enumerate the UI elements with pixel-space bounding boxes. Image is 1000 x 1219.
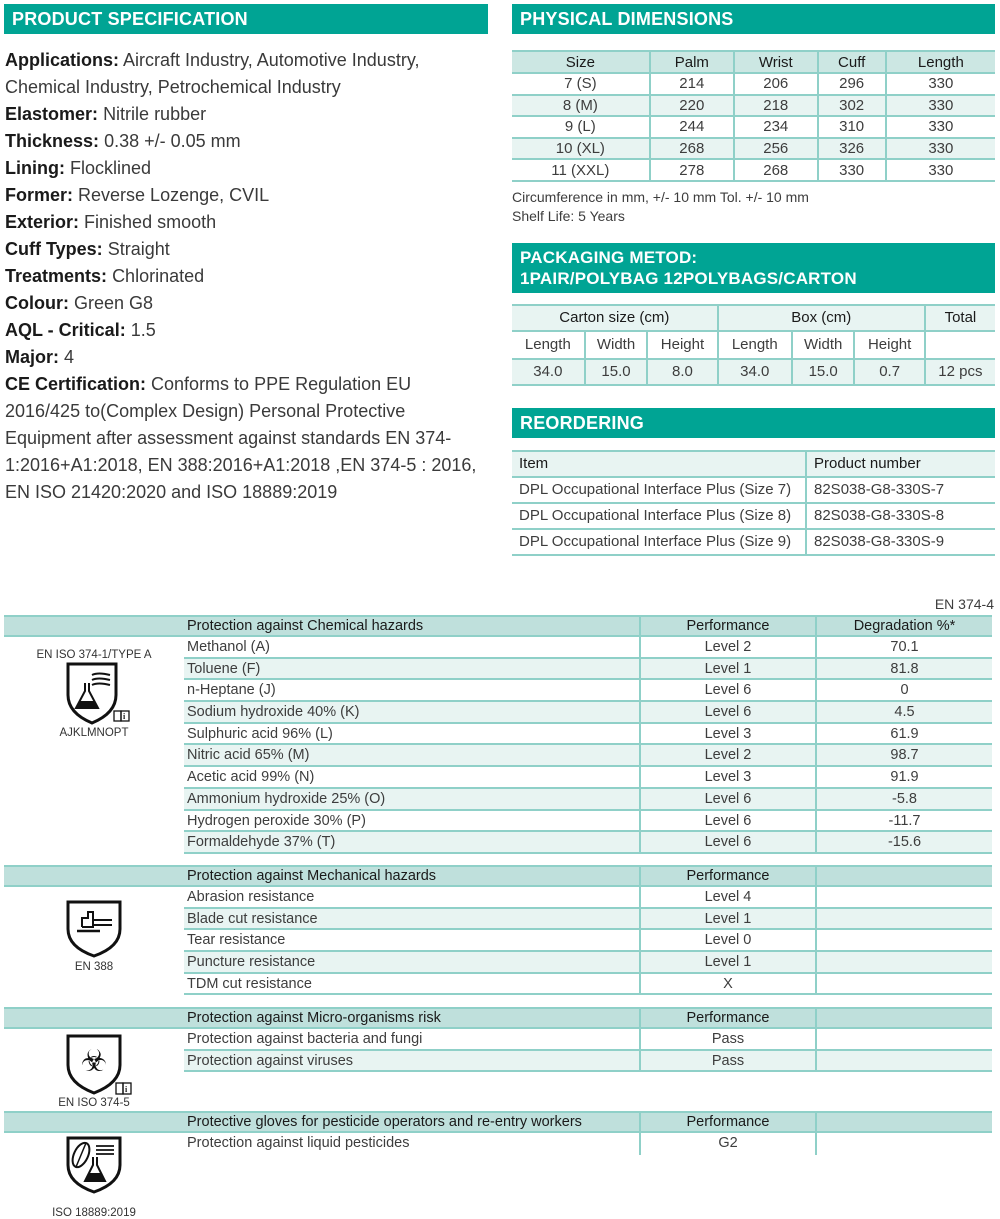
table-cell: 330 bbox=[886, 95, 995, 117]
spec-item: AQL - Critical: 1.5 bbox=[5, 320, 156, 340]
column-group-header: Box (cm) bbox=[718, 305, 925, 331]
table-header-row bbox=[4, 1007, 992, 1029]
spec-item: Colour: Green G8 bbox=[5, 293, 154, 313]
chemical-hazards-table bbox=[4, 615, 992, 854]
column-header: Width bbox=[585, 331, 648, 359]
spec-item: Applications: Aircraft Industry, Automotive Industry, Chemical Industry, Petrochemical Industry bbox=[5, 50, 420, 97]
mechanical-protection-shield-icon bbox=[62, 899, 126, 959]
spec-item: CE Certification: Conforms to PPE Regulation EU 2016/425 to(Complex Design) Personal Protective Equipment after assessment against standards EN 374-1:2016+A1:2018, EN 388:2016+A1:2018 ,EN 374-5 : 2016, EN ISO 21420:2020 and ISO 18889:2019 bbox=[5, 374, 477, 502]
table-row: Sodium hydroxide 40% (K) Level 6 4.5 bbox=[184, 702, 992, 724]
table-cell: 34.0 bbox=[512, 359, 585, 385]
dimension-notes bbox=[512, 188, 995, 226]
table-row bbox=[512, 138, 995, 160]
mechanical-certification bbox=[4, 887, 184, 995]
table-cell: 12 pcs bbox=[925, 359, 995, 385]
standard-label: EN 374-4 bbox=[934, 596, 994, 612]
table-cell: 278 bbox=[650, 159, 734, 181]
certification-label: EN 388 bbox=[74, 961, 114, 973]
table-cell: 310 bbox=[818, 116, 886, 138]
table-cell: 326 bbox=[818, 138, 886, 160]
table-cell: 9 (L) bbox=[512, 116, 650, 138]
table-cell: 244 bbox=[650, 116, 734, 138]
column-header: Length bbox=[718, 331, 792, 359]
chemical-certification bbox=[4, 637, 184, 854]
table-header-row bbox=[512, 305, 995, 331]
column-header: Performance bbox=[639, 1113, 815, 1131]
table-cell: 11 (XXL) bbox=[512, 159, 650, 181]
table-row bbox=[512, 529, 995, 555]
table-cell: 0.7 bbox=[854, 359, 924, 385]
table-row: Blade cut resistance Level 1 bbox=[184, 909, 992, 931]
table-row bbox=[512, 116, 995, 138]
shelf-life-note: Shelf Life: 5 Years bbox=[512, 207, 625, 224]
table-cell: 206 bbox=[734, 73, 818, 95]
table-cell: 330 bbox=[886, 116, 995, 138]
table-row: Puncture resistance Level 1 bbox=[184, 952, 992, 974]
table-cell: 330 bbox=[886, 73, 995, 95]
column-header: Performance bbox=[639, 867, 815, 885]
table-row: Sulphuric acid 96% (L) Level 3 61.9 bbox=[184, 724, 992, 746]
table-row bbox=[512, 159, 995, 181]
table-header-row bbox=[512, 451, 995, 477]
table-row: n-Heptane (J) Level 6 0 bbox=[184, 680, 992, 702]
table-row: Hydrogen peroxide 30% (P) Level 6 -11.7 bbox=[184, 811, 992, 833]
table-cell: 296 bbox=[818, 73, 886, 95]
column-header: Protection against Mechanical hazards bbox=[187, 868, 437, 884]
column-header bbox=[925, 331, 995, 359]
table-cell: 330 bbox=[886, 159, 995, 181]
table-cell: 15.0 bbox=[792, 359, 855, 385]
pesticide-certification bbox=[4, 1133, 184, 1219]
table-cell: 302 bbox=[818, 95, 886, 117]
table-row: Abrasion resistance Level 4 bbox=[184, 887, 992, 909]
table-cell: 34.0 bbox=[718, 359, 792, 385]
table-row: Formaldehyde 37% (T) Level 6 -15.6 bbox=[184, 832, 992, 854]
column-header: Height bbox=[647, 331, 717, 359]
column-header: Protective gloves for pesticide operators and re-entry workers bbox=[187, 1114, 582, 1130]
dimensions-table bbox=[512, 50, 995, 182]
spec-list bbox=[4, 47, 488, 506]
product-specification-title: PRODUCT SPECIFICATION bbox=[4, 4, 488, 34]
table-cell: 268 bbox=[650, 138, 734, 160]
table-cell: 220 bbox=[650, 95, 734, 117]
table-row bbox=[512, 477, 995, 503]
column-header: Performance bbox=[639, 617, 815, 635]
table-cell: 268 bbox=[734, 159, 818, 181]
svg-text:☣: ☣ bbox=[80, 1044, 108, 1079]
table-cell: DPL Occupational Interface Plus (Size 9) bbox=[512, 529, 806, 555]
pesticide-protection-table bbox=[4, 1111, 992, 1219]
table-row: Protection against bacteria and fungi Pass bbox=[184, 1029, 992, 1051]
svg-text:i: i bbox=[123, 712, 126, 721]
table-cell: 15.0 bbox=[585, 359, 648, 385]
table-row: Nitric acid 65% (M) Level 2 98.7 bbox=[184, 745, 992, 767]
table-cell: DPL Occupational Interface Plus (Size 8) bbox=[512, 503, 806, 529]
table-cell: 214 bbox=[650, 73, 734, 95]
column-header: Length bbox=[886, 51, 995, 73]
svg-text:i: i bbox=[125, 1085, 128, 1094]
certification-codes: AJKLMNOPT bbox=[59, 727, 129, 739]
table-row: Methanol (A) Level 2 70.1 bbox=[184, 637, 992, 659]
table-header-row bbox=[4, 865, 992, 887]
table-row: TDM cut resistance X bbox=[184, 974, 992, 996]
biohazard-shield-icon bbox=[54, 1033, 134, 1097]
table-cell: DPL Occupational Interface Plus (Size 7) bbox=[512, 477, 806, 503]
chemical-protection-shield-icon bbox=[54, 661, 134, 727]
table-row: Tear resistance Level 0 bbox=[184, 930, 992, 952]
column-header: Palm bbox=[650, 51, 734, 73]
column-group-header: Total bbox=[925, 305, 995, 331]
product-number: 82S038-G8-330S-8 bbox=[806, 503, 995, 529]
column-header: Performance bbox=[639, 1009, 815, 1027]
column-header: Degradation %* bbox=[815, 617, 992, 635]
column-header: Height bbox=[854, 331, 924, 359]
table-cell: 8.0 bbox=[647, 359, 717, 385]
mechanical-hazards-table bbox=[4, 865, 992, 995]
table-cell: 256 bbox=[734, 138, 818, 160]
table-subheader-row bbox=[512, 331, 995, 359]
column-header: Length bbox=[512, 331, 585, 359]
table-cell: 8 (M) bbox=[512, 95, 650, 117]
table-cell: 330 bbox=[818, 159, 886, 181]
column-header: Product number bbox=[806, 451, 995, 477]
packaging-table bbox=[512, 304, 995, 386]
certification-label: EN ISO 374-5 bbox=[58, 1097, 130, 1109]
table-row: Toluene (F) Level 1 81.8 bbox=[184, 659, 992, 681]
table-cell: 7 (S) bbox=[512, 73, 650, 95]
spec-item: Thickness: 0.38 +/- 0.05 mm bbox=[5, 131, 241, 151]
right-column bbox=[512, 4, 995, 556]
column-header: Width bbox=[792, 331, 855, 359]
column-header: Wrist bbox=[734, 51, 818, 73]
table-row bbox=[512, 359, 995, 385]
spec-item: Major: 4 bbox=[5, 347, 75, 367]
table-cell: 218 bbox=[734, 95, 818, 117]
column-header: Cuff bbox=[818, 51, 886, 73]
table-row bbox=[512, 503, 995, 529]
certification-label: EN ISO 374-1/TYPE A bbox=[36, 649, 152, 661]
product-specification-section bbox=[4, 4, 488, 506]
table-row bbox=[512, 95, 995, 117]
table-row: Protection against liquid pesticides G2 bbox=[184, 1133, 992, 1155]
table-row: Protection against viruses Pass bbox=[184, 1051, 992, 1073]
table-header-row bbox=[4, 615, 992, 637]
spec-item: Lining: Flocklined bbox=[5, 158, 152, 178]
product-number: 82S038-G8-330S-7 bbox=[806, 477, 995, 503]
tolerance-note: Circumference in mm, +/- 10 mm Tol. +/- 10 mm bbox=[512, 188, 809, 205]
table-cell: 234 bbox=[734, 116, 818, 138]
table-cell: 330 bbox=[886, 138, 995, 160]
spec-item: Elastomer: Nitrile rubber bbox=[5, 104, 207, 124]
table-header-row bbox=[4, 1111, 992, 1133]
reordering-table bbox=[512, 450, 995, 556]
column-header: Item bbox=[512, 451, 806, 477]
micro-organisms-certification bbox=[4, 1029, 184, 1109]
table-row: Acetic acid 99% (N) Level 3 91.9 bbox=[184, 767, 992, 789]
packaging-method-title: PACKAGING METOD: 1PAIR/POLYBAG 12POLYBAGS/CARTON bbox=[512, 243, 995, 293]
column-header: Protection against Micro-organisms risk bbox=[187, 1010, 441, 1026]
certification-label: ISO 18889:2019 bbox=[52, 1207, 136, 1219]
pesticide-shield-icon bbox=[62, 1135, 126, 1195]
table-header-row bbox=[512, 51, 995, 73]
spec-item: Former: Reverse Lozenge, CVIL bbox=[5, 185, 270, 205]
table-row: Ammonium hydroxide 25% (O) Level 6 -5.8 bbox=[184, 789, 992, 811]
column-group-header: Carton size (cm) bbox=[512, 305, 718, 331]
physical-dimensions-title: PHYSICAL DIMENSIONS bbox=[512, 4, 995, 34]
reordering-title: REORDERING bbox=[512, 408, 995, 438]
column-header: Size bbox=[512, 51, 650, 73]
column-header: Protection against Chemical hazards bbox=[187, 618, 424, 634]
table-row bbox=[512, 73, 995, 95]
micro-organisms-table bbox=[4, 1007, 992, 1109]
spec-item: Cuff Types: Straight bbox=[5, 239, 170, 259]
table-cell: 10 (XL) bbox=[512, 138, 650, 160]
product-number: 82S038-G8-330S-9 bbox=[806, 529, 995, 555]
spec-item: Treatments: Chlorinated bbox=[5, 266, 205, 286]
spec-item: Exterior: Finished smooth bbox=[5, 212, 217, 232]
